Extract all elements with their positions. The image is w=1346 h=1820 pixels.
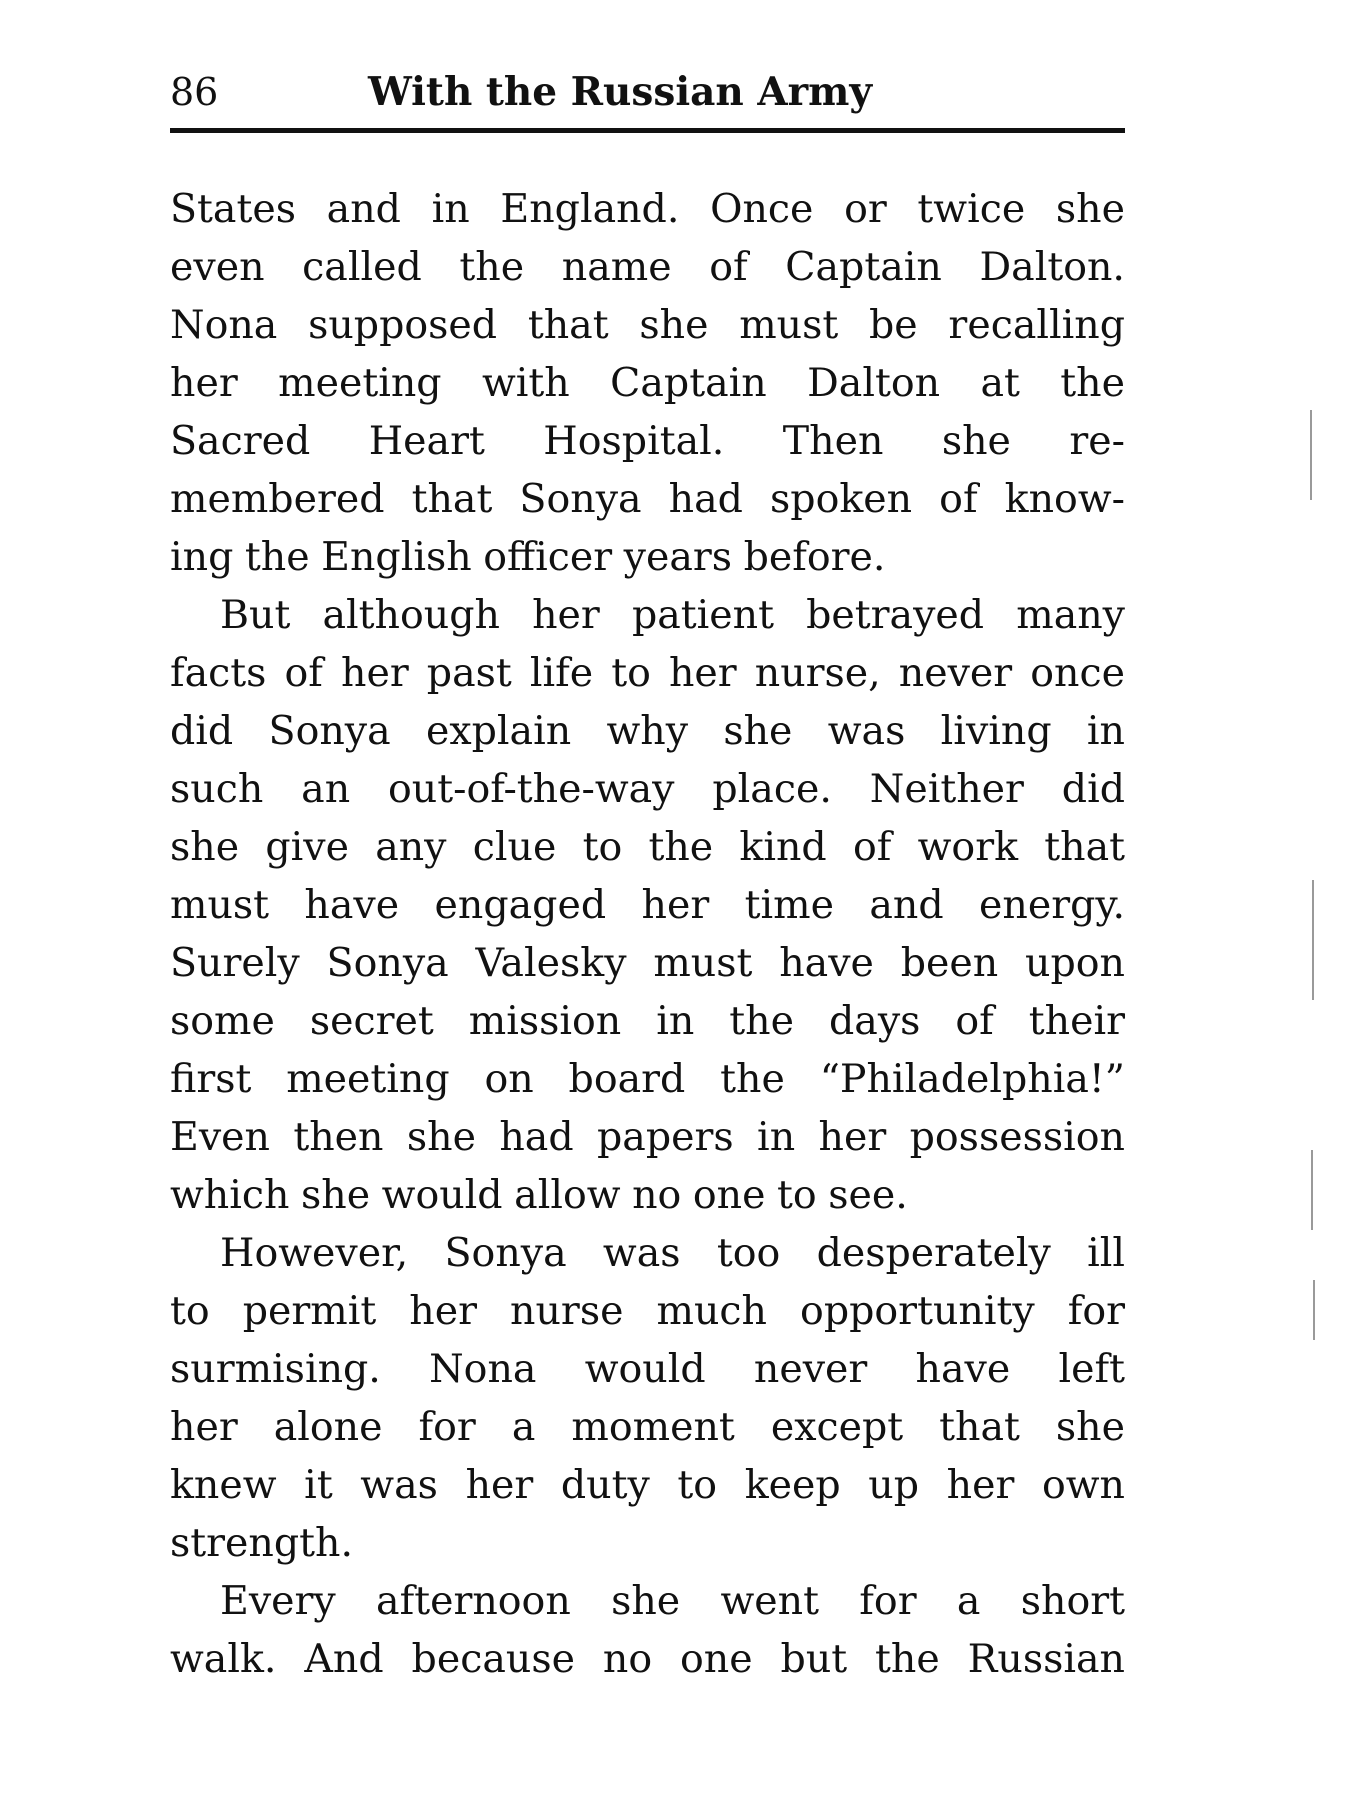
text-line: which she would allow no one to see. [170, 1172, 908, 1218]
text-line: her alone for a moment except that she [170, 1404, 1125, 1450]
text-line: States and in England. Once or twice she [170, 186, 1125, 232]
text-line: Even then she had papers in her possession [170, 1114, 1125, 1160]
page-number: 86 [170, 70, 219, 114]
text-line: However, Sonya was too desperately ill [220, 1230, 1125, 1276]
text-line: surmising. Nona would never have left [170, 1346, 1125, 1392]
text-line: must have engaged her time and energy. [170, 882, 1125, 928]
body-text [170, 180, 1125, 1688]
text-line: Every afternoon she went for a short [220, 1578, 1125, 1624]
text-line: even called the name of Captain Dalton. [170, 244, 1125, 290]
text-line: membered that Sonya had spoken of know- [170, 476, 1125, 522]
page-header [170, 62, 1125, 122]
text-line: strength. [170, 1520, 353, 1566]
text-line: facts of her past life to her nurse, never once [170, 650, 1125, 696]
running-title: With the Russian Army [368, 69, 873, 115]
text-line: first meeting on board the “Philadelphia!” [170, 1056, 1125, 1102]
text-line: such an out-of-the-way place. Neither did [170, 766, 1125, 812]
header-rule [170, 128, 1125, 133]
text-line: did Sonya explain why she was living in [170, 708, 1125, 754]
text-line: But although her patient betrayed many [220, 592, 1125, 638]
scan-edge-marks [1306, 0, 1346, 1820]
text-line: ing the English officer years before. [170, 534, 886, 580]
text-line: Nona supposed that she must be recalling [170, 302, 1125, 348]
text-line: Sacred Heart Hospital. Then she re- [170, 418, 1125, 464]
text-line: to permit her nurse much opportunity for [170, 1288, 1125, 1334]
text-line: Surely Sonya Valesky must have been upon [170, 940, 1125, 986]
text-line: her meeting with Captain Dalton at the [170, 360, 1125, 406]
text-line: some secret mission in the days of their [170, 998, 1125, 1044]
text-line: she give any clue to the kind of work that [170, 824, 1125, 870]
text-line: knew it was her duty to keep up her own [170, 1462, 1125, 1508]
text-line: walk. And because no one but the Russian [170, 1636, 1125, 1682]
